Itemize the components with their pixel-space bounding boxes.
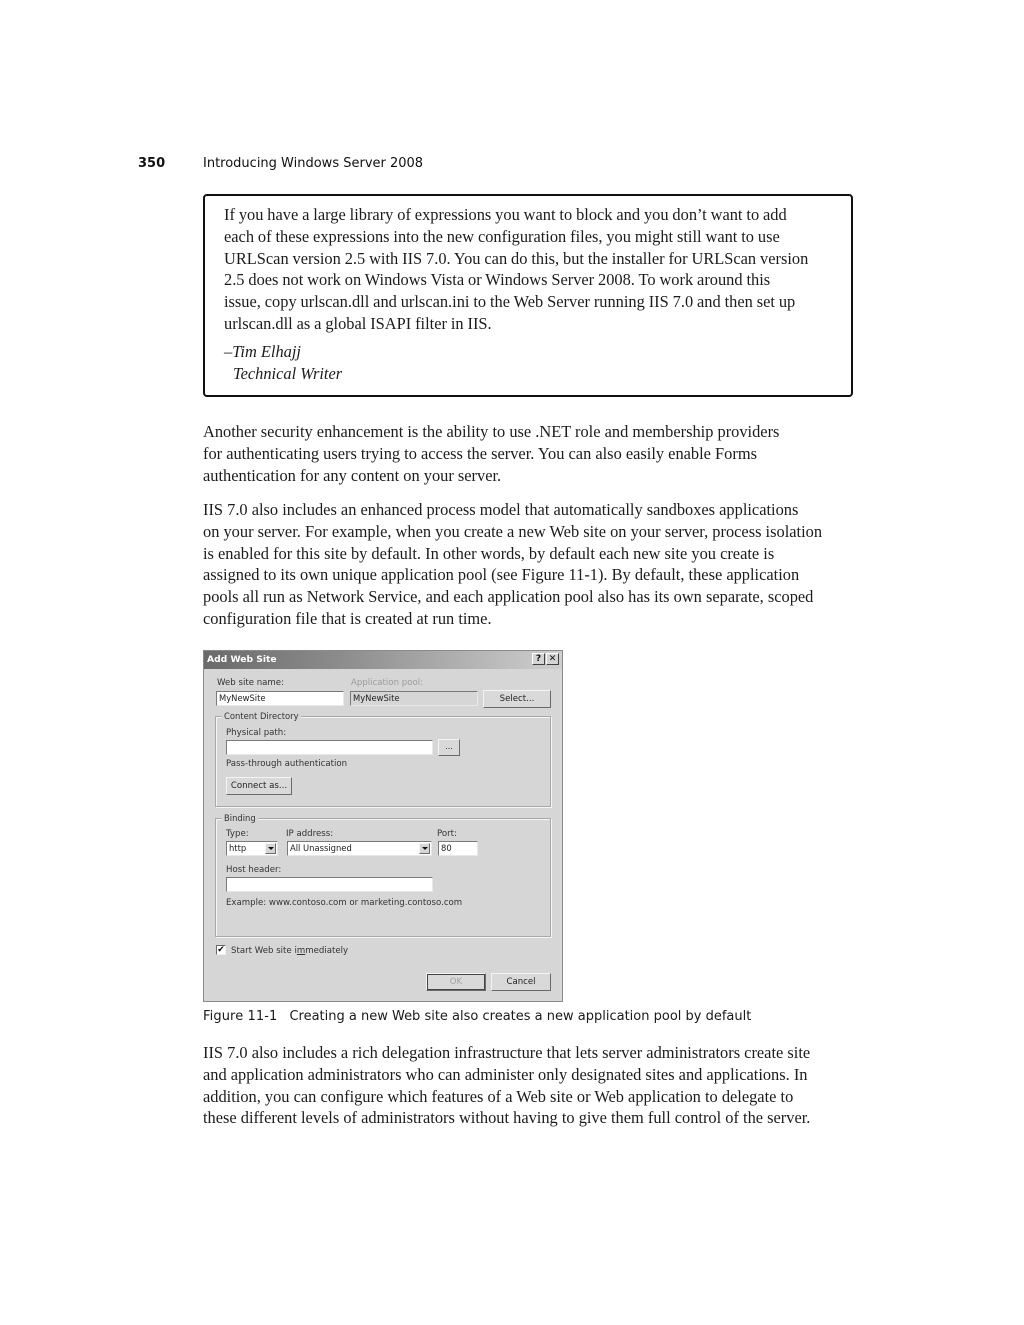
binding-legend: Binding — [224, 813, 256, 823]
figure-label: Figure 11-1 — [203, 1009, 278, 1024]
add-web-site-dialog — [203, 650, 563, 1002]
chevron-down-icon[interactable] — [419, 843, 430, 854]
connect-as-button[interactable]: Connect as... — [226, 777, 292, 795]
body-paragraph — [203, 421, 863, 486]
text-line: IIS 7.0 also includes an enhanced process model that automatically sandboxes applications — [203, 500, 799, 519]
pass-through-label: Pass-through authentication — [226, 759, 348, 769]
host-header-input[interactable] — [226, 877, 433, 892]
running-head — [138, 156, 423, 171]
host-header-example — [226, 898, 462, 908]
text-line: addition, you can configure which features of a Web site or Web application to delegate to — [203, 1086, 794, 1106]
example-prefix: Example: — [226, 898, 269, 908]
text-line: these different levels of administrators without having to give them full control of the server. — [203, 1108, 811, 1128]
text-line: configuration file that is created at run time. — [203, 608, 492, 628]
accelerator-key: m — [296, 946, 306, 956]
label-part: Start Web site i — [231, 946, 297, 956]
close-icon[interactable]: ✕ — [546, 653, 559, 665]
text-line: on your server. For example, when you create a new Web site on your server, process isolation — [203, 521, 823, 541]
page-number: 350 — [138, 156, 166, 171]
text-line: pools all run as Network Service, and each application pool also has its own separate, scoped — [203, 587, 814, 607]
sidebar-note — [203, 194, 853, 397]
ip-address-select[interactable] — [287, 841, 432, 856]
ip-address-value: All Unassigned — [290, 843, 352, 853]
port-label: Port: — [437, 829, 457, 839]
ip-address-label: IP address: — [286, 829, 334, 839]
text-line: issue, copy urlscan.dll and urlscan.ini to the Web Server running IIS 7.0 and then set up — [224, 292, 796, 312]
ok-button[interactable]: OK — [426, 973, 486, 991]
site-name-input[interactable]: MyNewSite — [216, 691, 344, 706]
physical-path-label: Physical path: — [226, 728, 287, 738]
physical-path-input[interactable] — [226, 740, 433, 755]
figure-caption — [203, 1009, 751, 1024]
book-title: Introducing Windows Server 2008 — [203, 156, 424, 171]
author-title: Technical Writer — [233, 363, 343, 383]
text-line: each of these expressions into the new configuration files, you might still want to use — [224, 226, 780, 246]
text-line: If you have a large library of expressions you want to block and you don’t want to add — [224, 205, 787, 224]
author-name: –Tim Elhajj — [224, 341, 301, 361]
type-value: http — [229, 843, 247, 853]
browse-button[interactable]: ... — [438, 739, 460, 756]
text-line: URLScan version 2.5 with IIS 7.0. You can do this, but the installer for URLScan version — [224, 248, 809, 268]
text-line: and application administrators who can administer only designated sites and applications. In — [203, 1064, 808, 1084]
sidebar-text — [224, 204, 833, 335]
app-pool-label: Application pool: — [351, 678, 424, 688]
dialog-title: Add Web Site — [207, 654, 277, 665]
text-line: authentication for any content on your server. — [203, 465, 502, 485]
text-line: Another security enhancement is the ability to use .NET role and membership providers — [203, 422, 780, 441]
select-button[interactable]: Select... — [483, 690, 551, 708]
text-line: urlscan.dll as a global ISAPI filter in IIS. — [224, 313, 492, 333]
body-paragraph — [203, 499, 863, 630]
help-icon[interactable]: ? — [532, 653, 545, 665]
body-paragraph — [203, 1042, 863, 1129]
start-immediately-checkbox[interactable]: ✔ — [217, 945, 225, 955]
chevron-down-icon[interactable] — [265, 843, 276, 854]
start-immediately-label — [231, 946, 348, 956]
cancel-button[interactable]: Cancel — [491, 973, 551, 991]
example-text: www.contoso.com or marketing.contoso.com — [268, 898, 463, 908]
app-pool-input: MyNewSite — [350, 691, 478, 706]
text-line: is enabled for this site by default. In other words, by default each new site you create is — [203, 543, 775, 563]
site-name-label: Web site name: — [217, 678, 284, 688]
type-label: Type: — [226, 829, 249, 839]
dialog-titlebar — [204, 651, 562, 669]
port-input[interactable]: 80 — [438, 841, 478, 856]
content-directory-legend: Content Directory — [224, 711, 299, 721]
host-header-label: Host header: — [226, 865, 282, 875]
type-select[interactable] — [226, 841, 278, 856]
text-line: assigned to its own unique application pool (see Figure 11-1). By default, these application — [203, 565, 800, 585]
text-line: 2.5 does not work on Windows Vista or Windows Server 2008. To work around this — [224, 270, 771, 290]
figure-caption-text: Creating a new Web site also creates a new application pool by default — [289, 1009, 752, 1024]
text-line: for authenticating users trying to access the server. You can also easily enable Forms — [203, 443, 757, 463]
label-part: mediately — [305, 946, 349, 956]
sidebar-signature — [224, 341, 833, 385]
text-line: IIS 7.0 also includes a rich delegation infrastructure that lets server administrators create site — [203, 1043, 811, 1062]
